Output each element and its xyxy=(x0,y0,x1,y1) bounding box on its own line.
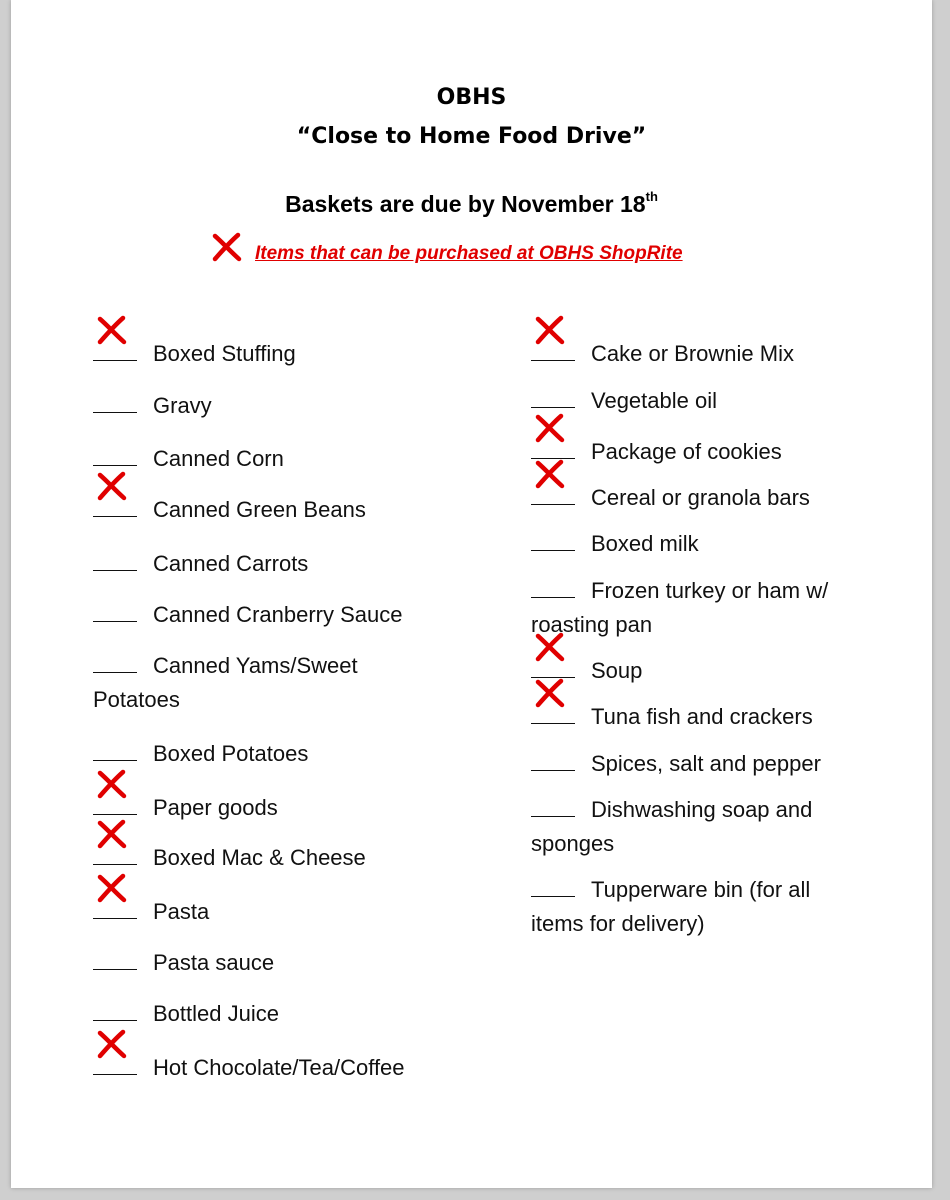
drive-title: “Close to Home Food Drive” xyxy=(296,124,647,149)
checklist-item xyxy=(93,737,308,771)
item-label-continuation: Potatoes xyxy=(93,687,180,712)
item-label-continuation: roasting pan xyxy=(531,612,653,637)
red-x-icon xyxy=(533,413,567,443)
checklist-item xyxy=(531,793,812,861)
item-label: Canned Green Beans xyxy=(153,497,366,522)
checklist-item xyxy=(531,873,810,941)
red-x-icon xyxy=(95,873,129,903)
checklist-item xyxy=(93,389,212,423)
checklist-item xyxy=(93,649,358,717)
school-title: OBHS xyxy=(436,85,507,110)
item-label: Hot Chocolate/Tea/Coffee xyxy=(153,1055,405,1080)
item-label: Pasta xyxy=(153,899,210,924)
checklist-item xyxy=(531,574,828,642)
item-label: Frozen turkey or ham w/ xyxy=(591,578,829,603)
red-x-icon xyxy=(95,1029,129,1059)
checklist-item xyxy=(531,481,810,515)
item-label: Canned Corn xyxy=(153,446,284,471)
item-label-continuation: items for delivery) xyxy=(531,911,705,936)
item-label: Boxed Potatoes xyxy=(153,741,309,766)
due-date-heading xyxy=(11,191,932,218)
checklist-item xyxy=(531,747,821,781)
item-label: Tupperware bin (for all xyxy=(591,877,811,902)
item-label: Bottled Juice xyxy=(153,1001,279,1026)
checkbox-line[interactable] xyxy=(531,750,575,771)
red-x-icon xyxy=(533,678,567,708)
flyer-page xyxy=(11,0,932,1188)
item-label: Spices, salt and pepper xyxy=(591,751,821,776)
checklist-item xyxy=(93,598,402,632)
checklist-item xyxy=(93,895,209,929)
due-date-text: Baskets are due by November 18 xyxy=(285,191,646,217)
red-x-icon xyxy=(95,769,129,799)
checkbox-line[interactable] xyxy=(531,796,575,817)
item-label: Pasta sauce xyxy=(153,950,275,975)
checklist-item xyxy=(531,700,813,734)
item-label: Boxed Stuffing xyxy=(153,341,296,366)
item-label: Cake or Brownie Mix xyxy=(591,341,794,366)
checklist-item xyxy=(531,435,782,469)
red-x-icon xyxy=(210,232,244,262)
checklist-item xyxy=(93,997,279,1031)
item-label: Paper goods xyxy=(153,795,278,820)
checkbox-line[interactable] xyxy=(93,652,137,673)
checklist-item xyxy=(93,946,274,980)
checklist-item xyxy=(93,841,366,875)
checklist-item xyxy=(93,547,308,581)
item-label: Dishwashing soap and xyxy=(591,797,813,822)
red-x-icon xyxy=(533,315,567,345)
red-x-icon xyxy=(95,819,129,849)
checklist-item xyxy=(93,337,296,371)
checkbox-line[interactable] xyxy=(93,445,137,466)
checkbox-line[interactable] xyxy=(93,1000,137,1021)
checklist-item xyxy=(93,493,366,527)
item-label: Cereal or granola bars xyxy=(591,485,810,510)
item-label: Tuna fish and crackers xyxy=(591,704,813,729)
due-date-suffix: th xyxy=(645,189,658,205)
item-label: Canned Yams/Sweet xyxy=(153,653,358,678)
item-label: Package of cookies xyxy=(591,439,782,464)
item-label: Soup xyxy=(591,658,643,683)
red-x-icon xyxy=(533,632,567,662)
checkbox-line[interactable] xyxy=(93,550,137,571)
red-x-icon xyxy=(95,471,129,501)
checkbox-line[interactable] xyxy=(93,392,137,413)
checkbox-line[interactable] xyxy=(93,949,137,970)
item-label: Boxed Mac & Cheese xyxy=(153,845,366,870)
item-label: Gravy xyxy=(153,393,212,418)
checkbox-line[interactable] xyxy=(531,530,575,551)
item-label: Boxed milk xyxy=(591,531,699,556)
red-x-icon xyxy=(95,315,129,345)
item-label-continuation: sponges xyxy=(531,831,615,856)
item-label: Vegetable oil xyxy=(591,388,717,413)
checklist-item xyxy=(93,1051,405,1085)
red-x-icon xyxy=(533,459,567,489)
checkbox-line[interactable] xyxy=(531,577,575,598)
legend-text: Items that can be purchased at OBHS ShopRite xyxy=(255,243,683,264)
item-label: Canned Carrots xyxy=(153,551,309,576)
item-label: Canned Cranberry Sauce xyxy=(153,602,403,627)
checkbox-line[interactable] xyxy=(93,740,137,761)
checklist-item xyxy=(531,337,794,371)
checkbox-line[interactable] xyxy=(531,876,575,897)
checklist-item xyxy=(531,527,699,561)
checkbox-line[interactable] xyxy=(531,387,575,408)
checkbox-line[interactable] xyxy=(93,601,137,622)
